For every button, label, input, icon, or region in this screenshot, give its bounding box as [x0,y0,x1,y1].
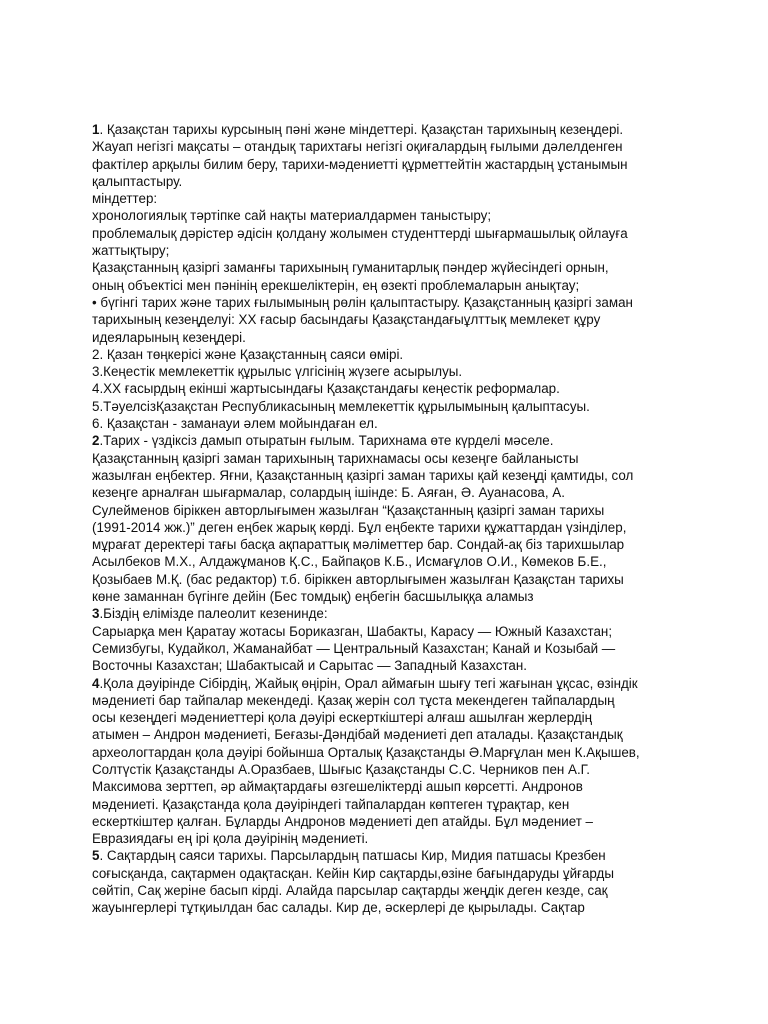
text-line [92,450,688,467]
text-line [92,588,688,605]
text-line [92,571,688,588]
text-line [92,744,688,761]
line-text: 2. Қазан төңкерісі және Қазақстанның саяси өмірі. [92,346,404,362]
text-line [92,259,688,276]
text-line [92,432,688,449]
line-text: 4.ХХ ғасырдың екінші жартысындағы Қазақстандағы кеңестік реформалар. [92,381,560,397]
text-line [92,882,688,899]
line-text: көне заманнан бүгінге дейін (Бес томдық) еңбегін басшылыққа аламыз [92,589,534,605]
line-text: фактілер арқылы билим беру, тарихи-мәдениетті құрметтейтін жастардың ұстанымын [92,156,628,172]
text-line [92,207,688,224]
text-line [92,484,688,501]
text-line [92,865,688,882]
line-text: . Қазақстан тарихы курсының пәні және міндеттері. Қазақстан тарихының кезеңдері. [99,122,624,137]
line-text: жаттықтыру; [92,243,170,259]
text-line [92,346,688,363]
line-text: .Қола дәуірінде Сібірдің, Жайық өңірін, Орал аймағын шығу тегі жағынан ұқсас, өзіндік [99,675,638,691]
text-line [92,830,688,847]
section-number: 2 [92,433,100,449]
section-number: 3 [92,606,100,622]
line-text: • бүгінгі тарих және тарих ғылымының рөлін қалыптастыру. Қазақстанның қазіргі заман [92,294,633,310]
text-line [92,277,688,294]
text-line [92,121,688,138]
line-text: Жауап негізгі мақсаты – отандық тарихтағы негізгі оқиғалардың ғылыми дәлелденген [92,139,623,155]
line-text: Қозыбаев М.Қ. (бас редактор) т.б. біріккен авторлығымен жазылған Қазақстан тарихы [92,571,624,587]
text-line [92,726,688,743]
line-text: 6. Қазақстан - заманауи әлем мойындаған ел. [92,416,378,432]
section-number: 5 [92,848,100,864]
line-text: Солтүстік Қазақстанды А.Оразбаев, Шығыс Қазақстанды С.С. Черников пен А.Г. [92,761,591,777]
line-text: жазылған еңбектер. Яғни, Қазақстанның қазіргі заман тарихы қай кезеңді қамтиды, сол [92,467,634,483]
text-line [92,640,688,657]
text-line [92,692,688,709]
line-text: Восточны Казахстан; Шабактысай и Сарытас — Западный Казахстан. [92,658,527,674]
text-line [92,796,688,813]
line-text: Семизбугы, Кудайкол, Жаманайбат — Центральный Казахстан; Канай и Козыбай — [92,640,616,656]
text-line [92,502,688,519]
line-text: Евразиядағы ең ірі қола дәуірінің мәдениеті. [92,831,369,847]
text-line [92,675,688,692]
text-line [92,329,688,346]
line-text: мұрағат деректері тағы басқа ақпараттық мәліметтер бар. Сондай-ақ біз тарихшылар [92,537,625,553]
text-line [92,657,688,674]
document-page [92,121,688,917]
text-line [92,138,688,155]
text-line [92,605,688,622]
text-line [92,709,688,726]
text-line [92,173,688,190]
text-line [92,398,688,415]
text-line [92,847,688,864]
line-text: Сулейменов біріккен авторлығымен жазылған “Қазақстанның қазіргі заман тарихы [92,502,605,518]
text-line [92,899,688,916]
line-text: тарихының кезеңделуі: ХХ ғасыр басындағы Қазақстандағыұлттық мемлекет құру [92,312,601,328]
text-line [92,363,688,380]
line-text: жауынгерлері тұтқиылдан бас салады. Кир де, әскерлері де қырылады. Сақтар [92,900,585,916]
line-text: мәдениеті. Қазақстанда қола дәуіріндегі тайпалардан көптеген тұрақтар, кен [92,796,570,812]
text-line [92,553,688,570]
line-text: Асылбеков М.Х., Алдажұманов Қ.С., Байпақов К.Б., Исмағұлов О.И., Көмеков Б.Е., [92,554,607,570]
line-text: проблемалық дәрістер әдісін қолдану жолымен студенттерді шығармашылық ойлауға [92,225,628,241]
line-text: Қазақстанның қазіргі заман тарихының тарихнамасы осы кезеңге байланысты [92,450,579,466]
line-text: Қазақстанның қазіргі заманғы тарихының гуманитарлық пәндер жүйесіндегі орнын, [92,260,609,276]
text-line [92,623,688,640]
text-line [92,813,688,830]
line-text: (1991-2014 жж.)” деген еңбек жарық көрді. Бұл еңбекте тарихи құжаттардан үзінділер, [92,519,627,535]
text-line [92,761,688,778]
text-line [92,190,688,207]
line-text: .Тарих - үздіксіз дамып отыратын ғылым. Тарихнама өте күрделі мәселе. [99,433,554,449]
line-text: сөйтіп, Сақ жеріне басып кірді. Алайда парсылар сақтарды жеңдік деген кезде, сақ [92,883,608,899]
line-text: .Біздің елімізде палеолит кезенинде: [99,606,328,622]
text-line [92,225,688,242]
text-line [92,156,688,173]
section-number: 4 [92,675,100,691]
line-text: хронологиялық тәртіпке сай нақты материалдармен таныстыру; [92,208,492,224]
text-line [92,467,688,484]
line-text: ескерткіштер қалған. Бұларды Андронов мәдениеті деп атайды. Бұл мәдениет – [92,813,593,829]
line-text: идеяларының кезеңдері. [92,329,246,345]
line-text: 5.ТәуелсізҚазақстан Республикасының мемлекеттік құрылымының қалыптасуы. [92,398,590,414]
line-text: . Сақтардың саяси тарихы. Парсылардың патшасы Кир, Мидия патшасы Крезбен [99,848,606,864]
line-text: кезеңге арналған шығармалар, солардың ішінде: Б. Аяған, Ә. Ауанасова, А. [92,485,565,501]
text-line [92,294,688,311]
text-line [92,778,688,795]
line-text: міндеттер: [92,191,158,207]
line-text: Сарыарқа мен Қаратау жотасы Бориказган, Шабакты, Карасу — Южный Казахстан; [92,623,613,639]
text-line [92,536,688,553]
line-text: археологтардан қола дәуірі бойынша Орталық Қазақстанды Ә.Марғұлан мен К.Ақышев, [92,744,640,760]
line-text: мәдениеті бар тайпалар мекендеді. Қазақ жерін сол тұста мекендеген тайпалардың [92,692,615,708]
line-text: осы кезеңдегі мәдениеттері қола дәуірі ескерткіштері алғаш ашылған жерлердің [92,710,593,726]
text-line [92,415,688,432]
line-text: 3.Кеңестік мемлекеттік құрылыс үлгісінің жүзеге асырылуы. [92,364,463,380]
line-text: соғысқанда, сақтармен одақтасқан. Кейін Кир сақтарды,өзіне бағындаруды ұйғарды [92,865,614,881]
text-line [92,380,688,397]
line-text: Максимова зерттеп, әр аймақтардағы өзгешеліктерді ашып көрсетті. Андронов [92,779,583,795]
text-line [92,519,688,536]
line-text: атымен – Андрон мәдениеті, Беғазы-Дәндібай мәдениеті деп аталады. Қазақстандық [92,727,623,743]
text-line [92,242,688,259]
section-number: 1 [92,122,100,137]
line-text: қалыптастыру. [92,173,183,189]
text-line [92,311,688,328]
line-text: оның объектісі мен пәнінің ерекшеліктерін, ең өзекті проблемаларын анықтау; [92,277,580,293]
